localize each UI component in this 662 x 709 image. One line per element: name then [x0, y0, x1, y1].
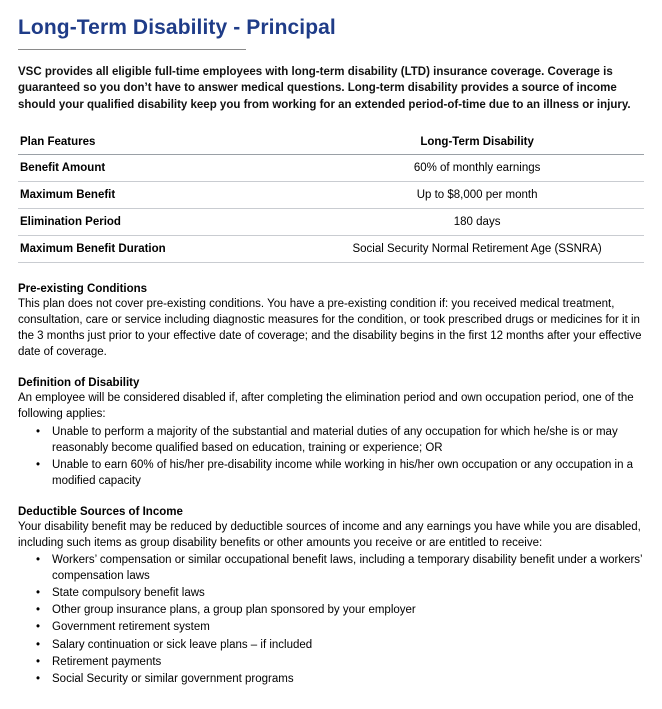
section-heading: Deductible Sources of Income — [18, 505, 183, 518]
section-body: This plan does not cover pre-existing conditions. You have a pre-existing condition if: you received medical treatment, consultation, care or service including diagnostic measures for the condition, or took prescribed drugs or medicines for it in the 3 months just prior to your effective date of coverage; and the disability begins in the first 12 months after your effective date of coverage. — [18, 297, 642, 359]
title-divider — [18, 49, 246, 50]
row-value-maximum-benefit-duration: Social Security Normal Retirement Age (SSNRA) — [352, 242, 602, 255]
section-definition-of-disability — [18, 377, 644, 489]
table-header — [18, 129, 644, 155]
plan-features-table — [18, 129, 644, 263]
page-title: Long-Term Disability - Principal — [18, 16, 336, 39]
section-deductible-sources-of-income — [18, 506, 644, 687]
column-header-long-term-disability: Long-Term Disability — [312, 129, 644, 155]
list-item: • Unable to earn 60% of his/her pre-disability income while working in his/her own occupation or any occupation in a modified capacity — [36, 457, 644, 489]
list-item: • Workers’ compensation or similar occupational benefit laws, including a temporary disability benefit under a workers’ compensation laws — [36, 552, 644, 584]
section-body: Your disability benefit may be reduced by deductible sources of income and any earnings you have while you are disabled, including such items as group disability benefits or other amounts you receive or are entitled to receive: — [18, 520, 641, 550]
table-row — [18, 181, 644, 208]
section-body: An employee will be considered disabled if, after completing the elimination period and own occupation period, one of the following applies: — [18, 392, 634, 421]
list-item: • Retirement payments — [36, 654, 644, 670]
bullet-list — [18, 424, 644, 489]
row-label-elimination-period: Elimination Period — [20, 215, 121, 228]
table-body — [18, 154, 644, 262]
list-item: • Other group insurance plans, a group plan sponsored by your employer — [36, 602, 644, 618]
table-row — [18, 235, 644, 262]
list-item: • Salary continuation or sick leave plans – if included — [36, 637, 644, 653]
column-header-plan-features: Plan Features — [18, 129, 312, 155]
section-heading: Definition of Disability — [18, 377, 140, 390]
row-value-benefit-amount: 60% of monthly earnings — [413, 161, 541, 174]
bullet-list — [18, 552, 644, 687]
list-item: • Unable to perform a majority of the substantial and material duties of any occupation for which he/she is or may reasonably become qualified based on education, training or experience; OR — [36, 424, 644, 456]
list-item: • State compulsory benefit laws — [36, 585, 644, 601]
row-label-benefit-amount: Benefit Amount — [20, 161, 106, 174]
intro-paragraph: VSC provides all eligible full-time employees with long-term disability (LTD) insurance coverage. Coverage is guaranteed so you don’t have to answer medical questions. Long-term disability provides a source of income should your qualified disability keep you from working for an extended period-of-time due to an illness or injury. — [18, 66, 631, 111]
table-row — [18, 154, 644, 181]
row-label-maximum-benefit: Maximum Benefit — [20, 188, 116, 201]
list-item: • Government retirement system — [36, 619, 644, 635]
section-heading: Pre-existing Conditions — [18, 282, 148, 295]
table-row — [18, 208, 644, 235]
table-header-row — [18, 129, 644, 155]
row-value-maximum-benefit: Up to $8,000 per month — [416, 188, 538, 201]
row-value-elimination-period: 180 days — [453, 215, 501, 228]
row-label-maximum-benefit-duration: Maximum Benefit Duration — [20, 242, 166, 255]
section-pre-existing-conditions — [18, 283, 644, 360]
list-item: • Social Security or similar government programs — [36, 671, 644, 687]
